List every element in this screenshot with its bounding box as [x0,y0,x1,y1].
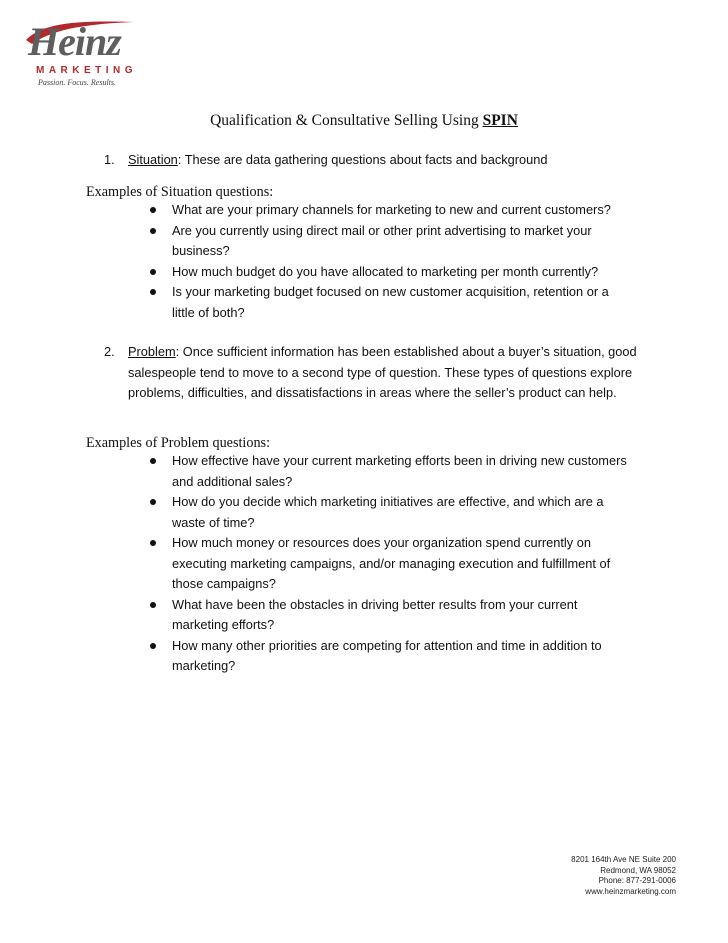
problem-examples-list [0,451,728,677]
section-term: Situation [128,152,178,167]
list-item: Are you currently using direct mail or other print advertising to market your business? [0,221,634,262]
section-description: : Once sufficient information has been established about a buyer’s situation, good salespeople tend to move to a second type of question. These types of questions explore problems, difficulties, and dissatisfactions in areas where the seller’s product can help. [128,344,637,400]
bullet-icon [150,458,156,464]
list-item: How do you decide which marketing initiatives are effective, and which are a waste of time? [0,492,634,533]
document-title [0,112,728,130]
address-city: Redmond, WA 98052 [600,865,676,875]
bullet-icon [150,499,156,505]
section-number: 1. [104,152,115,167]
section-description: : These are data gathering questions about facts and background [177,152,548,167]
title-highlight: SPIN [482,112,518,129]
title-text: Qualification & Consultative Selling Using [210,112,483,129]
bullet-icon [150,228,156,234]
section-situation [104,150,644,171]
bullet-icon [150,643,156,649]
bullet-icon [150,602,156,608]
examples-heading: Examples of Situation questions: [86,184,274,200]
list-item: What have been the obstacles in driving better results from your current marketing efforts? [0,595,634,636]
bullet-icon [150,289,156,295]
bullet-icon [150,540,156,546]
list-item: How much budget do you have allocated to marketing per month currently? [0,262,634,283]
logo-wordmark: Heinz [28,19,121,64]
address-footer [571,855,676,897]
bullet-icon [150,269,156,275]
logo-tagline: Passion. Focus. Results. [38,78,116,87]
list-item: How effective have your current marketing efforts been in driving new customers and additional sales? [0,451,634,492]
situation-examples-list [0,200,728,323]
phone-number: Phone: 877-291-0006 [598,876,676,885]
company-logo [22,18,138,90]
list-item: How much money or resources does your organization spend currently on executing marketing campaigns, and/or managing execution and fulfillment of those campaigns? [0,533,634,595]
section-term: Problem [128,344,176,359]
section-problem [104,342,644,404]
address-line: 8201 164th Ave NE Suite 200 [571,855,676,864]
list-item: How many other priorities are competing for attention and time in addition to marketing? [0,636,634,677]
website-link[interactable]: www.heinzmarketing.com [585,886,676,896]
logo-subtitle: MARKETING [36,65,138,76]
bullet-icon [150,207,156,213]
list-item: What are your primary channels for marketing to new and current customers? [0,200,634,221]
section-number: 2. [104,344,115,359]
examples-heading: Examples of Problem questions: [86,435,271,451]
list-item: Is your marketing budget focused on new customer acquisition, retention or a little of both? [0,282,634,323]
